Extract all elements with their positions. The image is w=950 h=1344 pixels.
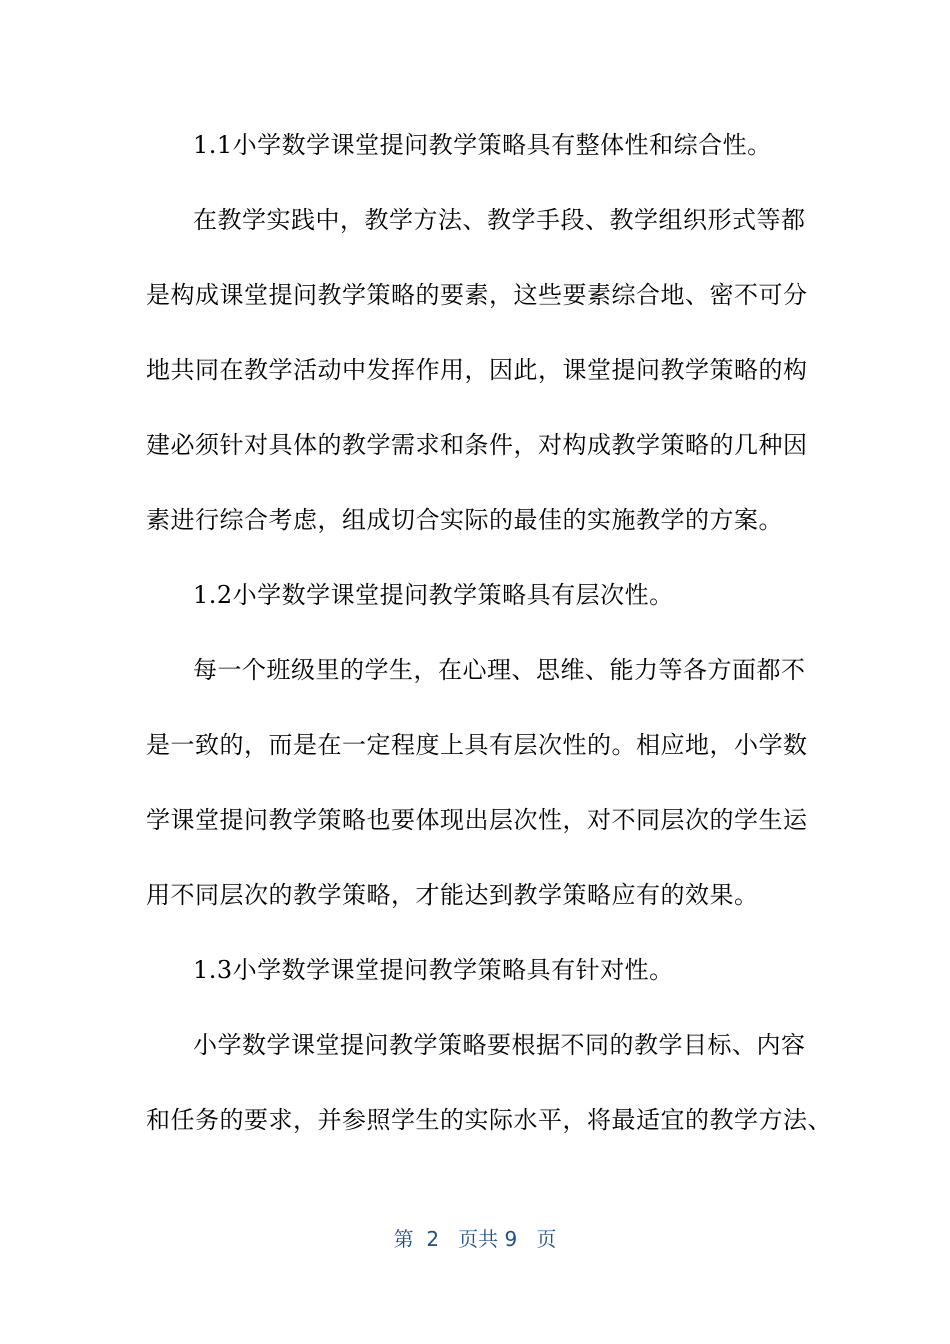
paragraph-line: 用不同层次的教学策略，才能达到教学策略应有的效果。 (146, 881, 759, 909)
footer-prefix: 第 (393, 1227, 414, 1251)
paragraph-line: 建必须针对具体的教学需求和条件，对构成教学策略的几种因 (146, 431, 808, 459)
paragraph-line: 是构成课堂提问教学策略的要素，这些要素综合地、密不可分 (146, 281, 808, 309)
paragraph-line: 和任务的要求，并参照学生的实际水平，将最适宜的教学方法、 (146, 1106, 832, 1134)
paragraph-line: 小学数学课堂提问教学策略要根据不同的教学目标、内容 (193, 1031, 806, 1059)
paragraph-line: 地共同在教学活动中发挥作用，因此，课堂提问教学策略的构 (146, 356, 808, 384)
page-footer (0, 1225, 950, 1253)
paragraph-line: 在教学实践中，教学方法、教学手段、教学组织形式等都 (193, 206, 806, 234)
heading-1-1: 1.1小学数学课堂提问教学策略具有整体性和综合性。 (193, 131, 772, 159)
footer-current-page: 2 (426, 1227, 440, 1251)
paragraph-line: 素进行综合考虑，组成切合实际的最佳的实施教学的方案。 (146, 506, 783, 534)
paragraph-line: 每一个班级里的学生，在心理、思维、能力等各方面都不 (193, 656, 806, 684)
footer-middle: 页共 (458, 1227, 499, 1251)
footer-total-pages: 9 (504, 1227, 518, 1251)
heading-1-3: 1.3小学数学课堂提问教学策略具有针对性。 (193, 956, 674, 984)
paragraph-line: 学课堂提问教学策略也要体现出层次性，对不同层次的学生运 (146, 806, 808, 834)
paragraph-line: 是一致的，而是在一定程度上具有层次性的。相应地，小学数 (146, 731, 808, 759)
footer-suffix: 页 (536, 1227, 557, 1251)
heading-1-2: 1.2小学数学课堂提问教学策略具有层次性。 (193, 581, 674, 609)
